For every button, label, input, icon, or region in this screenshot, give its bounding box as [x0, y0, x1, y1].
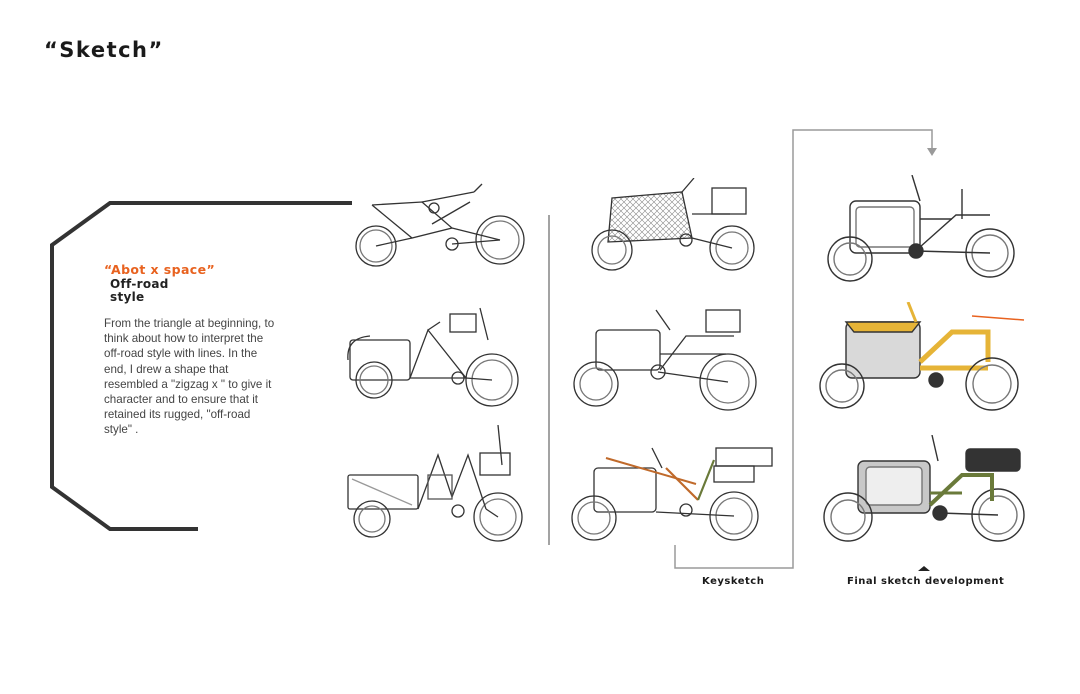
sketch-final-rendered-bike [812, 435, 1027, 550]
keysketch-label: Keysketch [702, 576, 765, 587]
sketch-zigzag-frame-bike [352, 180, 532, 275]
sketch-final-yellow-bike [812, 302, 1032, 417]
sketch-key-colored-cargo-bike [566, 440, 776, 550]
sketch-mesh-box-offroad-bike [582, 178, 762, 273]
sketch-final-outline-bike [812, 175, 1022, 285]
sketch-open-frame-cargo-bike [566, 300, 766, 418]
up-triangle-icon [918, 566, 930, 571]
connector-arrow-icon [927, 148, 937, 156]
sketch-triangle-cargo-bike [340, 300, 530, 412]
project-subtitle: “Abot x space” [104, 262, 216, 277]
sketch-m-frame-cargo-bike [340, 425, 540, 550]
project-description: From the triangle at beginning, to think about how to interpret the off-road style with lines. In the end, I drew a shape that resembled a "zigzag x " to give it character and to ensure that it retained its rugged, "off-road style" . [104, 317, 275, 437]
page-title: “Sketch” [44, 38, 164, 62]
project-style: Off-road style [110, 277, 169, 304]
final-sketch-label: Final sketch development [847, 576, 1005, 587]
